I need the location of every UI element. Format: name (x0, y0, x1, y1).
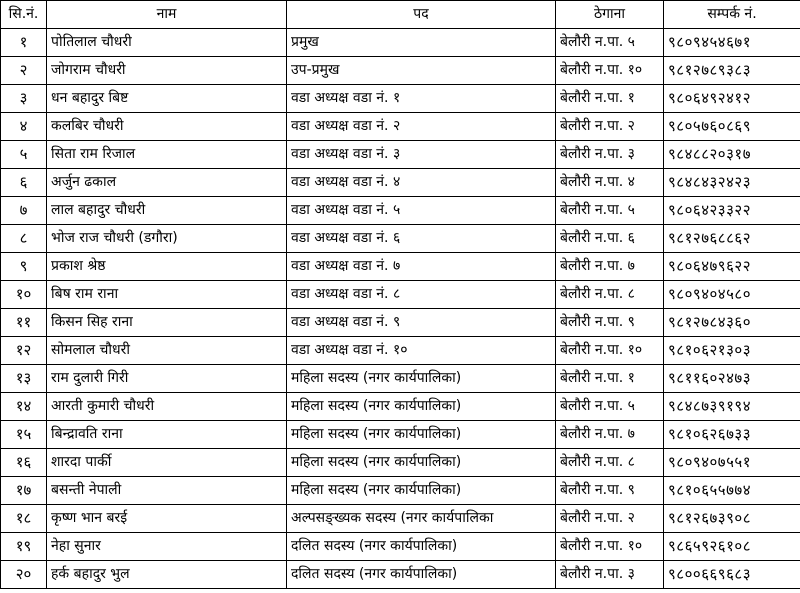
address-cell: बेलौरी न.पा. २ (556, 505, 664, 533)
address-cell: बेलौरी न.पा. ५ (556, 197, 664, 225)
address-cell: बेलौरी न.पा. ८ (556, 281, 664, 309)
post-cell: महिला सदस्य (नगर कार्यपालिका) (287, 421, 556, 449)
contact-number-cell: ९८१०६२१३०३ (664, 337, 800, 365)
contact-number-cell: ९८६५९२६१०८ (664, 533, 800, 561)
serial-number-cell: १२ (1, 337, 47, 365)
address-cell: बेलौरी न.पा. १० (556, 57, 664, 85)
serial-number-cell: १७ (1, 477, 47, 505)
table-row (1, 141, 800, 169)
table-row (1, 393, 800, 421)
name-cell: प्रकाश श्रेष्ठ (47, 253, 287, 281)
header-serial-number: सि.नं. (1, 1, 47, 29)
post-cell: महिला सदस्य (नगर कार्यपालिका) (287, 365, 556, 393)
address-cell: बेलौरी न.पा. १ (556, 365, 664, 393)
table-row (1, 337, 800, 365)
address-cell: बेलौरी न.पा. ९ (556, 477, 664, 505)
post-cell: अल्पसङ्ख्यक सदस्य (नगर कार्यपालिका (287, 505, 556, 533)
serial-number-cell: १० (1, 281, 47, 309)
serial-number-cell: ४ (1, 113, 47, 141)
name-cell: राम दुलारी गिरी (47, 365, 287, 393)
serial-number-cell: ११ (1, 309, 47, 337)
serial-number-cell: २ (1, 57, 47, 85)
contact-number-cell: ९८००६६९६८३ (664, 561, 800, 589)
post-cell: वडा अध्यक्ष वडा नं. ८ (287, 281, 556, 309)
contact-number-cell: ९८०६४७९६२२ (664, 253, 800, 281)
contact-number-cell: ९८१२७८४३६० (664, 309, 800, 337)
table-row (1, 533, 800, 561)
table-row (1, 281, 800, 309)
address-cell: बेलौरी न.पा. ५ (556, 393, 664, 421)
contact-number-cell: ९८४८४३२४२३ (664, 169, 800, 197)
address-cell: बेलौरी न.पा. १० (556, 337, 664, 365)
post-cell: वडा अध्यक्ष वडा नं. २ (287, 113, 556, 141)
table-row (1, 253, 800, 281)
table-row (1, 561, 800, 589)
table-row (1, 197, 800, 225)
contact-number-cell: ९८१२७६८८६२ (664, 225, 800, 253)
name-cell: शारदा पार्की (47, 449, 287, 477)
serial-number-cell: ५ (1, 141, 47, 169)
contact-number-cell: ९८०९४०७५५१ (664, 449, 800, 477)
serial-number-cell: १५ (1, 421, 47, 449)
table-row (1, 225, 800, 253)
serial-number-cell: १९ (1, 533, 47, 561)
address-cell: बेलौरी न.पा. ३ (556, 141, 664, 169)
contact-number-cell: ९८०६४९२४१२ (664, 85, 800, 113)
serial-number-cell: २० (1, 561, 47, 589)
table-row (1, 449, 800, 477)
address-cell: बेलौरी न.पा. ७ (556, 421, 664, 449)
serial-number-cell: ७ (1, 197, 47, 225)
serial-number-cell: १३ (1, 365, 47, 393)
serial-number-cell: १८ (1, 505, 47, 533)
contact-number-cell: ९८४८८२०३१७ (664, 141, 800, 169)
table-row (1, 365, 800, 393)
address-cell: बेलौरी न.पा. ३ (556, 561, 664, 589)
address-cell: बेलौरी न.पा. २ (556, 113, 664, 141)
name-cell: पोतिलाल चौधरी (47, 29, 287, 57)
post-cell: वडा अध्यक्ष वडा नं. ४ (287, 169, 556, 197)
name-cell: नेहा सुनार (47, 533, 287, 561)
serial-number-cell: ८ (1, 225, 47, 253)
name-cell: लाल बहादुर चौधरी (47, 197, 287, 225)
post-cell: वडा अध्यक्ष वडा नं. १० (287, 337, 556, 365)
table-body (1, 29, 800, 589)
contact-number-cell: ९८११६०२४७३ (664, 365, 800, 393)
address-cell: बेलौरी न.पा. ४ (556, 169, 664, 197)
address-cell: बेलौरी न.पा. ९ (556, 309, 664, 337)
contact-number-cell: ९८०५७६०८६९ (664, 113, 800, 141)
post-cell: वडा अध्यक्ष वडा नं. ७ (287, 253, 556, 281)
serial-number-cell: ३ (1, 85, 47, 113)
address-cell: बेलौरी न.पा. ५ (556, 29, 664, 57)
serial-number-cell: १४ (1, 393, 47, 421)
name-cell: जोगराम चौधरी (47, 57, 287, 85)
address-cell: बेलौरी न.पा. ६ (556, 225, 664, 253)
name-cell: आरती कुमारी चौधरी (47, 393, 287, 421)
contact-number-cell: ९८१२७८९३८३ (664, 57, 800, 85)
contact-number-cell: ९८१२६७३९०८ (664, 505, 800, 533)
name-cell: बसन्ती नेपाली (47, 477, 287, 505)
header-row (1, 1, 800, 29)
post-cell: प्रमुख (287, 29, 556, 57)
table-row (1, 505, 800, 533)
table-row (1, 421, 800, 449)
contact-number-cell: ९८१०६५५७७४ (664, 477, 800, 505)
address-cell: बेलौरी न.पा. १ (556, 85, 664, 113)
serial-number-cell: १६ (1, 449, 47, 477)
name-cell: कृष्ण भान बरई (47, 505, 287, 533)
post-cell: दलित सदस्य (नगर कार्यपालिका) (287, 533, 556, 561)
header-contact-number: सम्पर्क नं. (664, 1, 800, 29)
name-cell: अर्जुन ढकाल (47, 169, 287, 197)
name-cell: कलबिर चौधरी (47, 113, 287, 141)
table-row (1, 169, 800, 197)
contact-number-cell: ९८१०६२६७३३ (664, 421, 800, 449)
table-row (1, 29, 800, 57)
name-cell: भोज राज चौधरी (डगौरा) (47, 225, 287, 253)
name-cell: बिष राम राना (47, 281, 287, 309)
name-cell: हर्क बहादुर भुल (47, 561, 287, 589)
header-post: पद (287, 1, 556, 29)
post-cell: उप-प्रमुख (287, 57, 556, 85)
address-cell: बेलौरी न.पा. १० (556, 533, 664, 561)
post-cell: वडा अध्यक्ष वडा नं. ६ (287, 225, 556, 253)
table-row (1, 309, 800, 337)
post-cell: महिला सदस्य (नगर कार्यपालिका) (287, 393, 556, 421)
contact-number-cell: ९८०९४०४५८० (664, 281, 800, 309)
post-cell: दलित सदस्य (नगर कार्यपालिका) (287, 561, 556, 589)
name-cell: बिन्द्रावति राना (47, 421, 287, 449)
contact-number-cell: ९८०६४२३३२२ (664, 197, 800, 225)
table-row (1, 477, 800, 505)
table-row (1, 113, 800, 141)
name-cell: सिता राम रिजाल (47, 141, 287, 169)
serial-number-cell: ६ (1, 169, 47, 197)
post-cell: वडा अध्यक्ष वडा नं. ९ (287, 309, 556, 337)
serial-number-cell: ९ (1, 253, 47, 281)
name-cell: धन बहादुर बिष्ट (47, 85, 287, 113)
address-cell: बेलौरी न.पा. ८ (556, 449, 664, 477)
post-cell: वडा अध्यक्ष वडा नं. १ (287, 85, 556, 113)
address-cell: बेलौरी न.पा. ७ (556, 253, 664, 281)
contact-number-cell: ९८४८७३९१९४ (664, 393, 800, 421)
table-row (1, 85, 800, 113)
post-cell: महिला सदस्य (नगर कार्यपालिका) (287, 449, 556, 477)
post-cell: वडा अध्यक्ष वडा नं. ३ (287, 141, 556, 169)
name-cell: सोमलाल चौधरी (47, 337, 287, 365)
post-cell: महिला सदस्य (नगर कार्यपालिका) (287, 477, 556, 505)
contact-number-cell: ९८०९४५४६७१ (664, 29, 800, 57)
serial-number-cell: १ (1, 29, 47, 57)
post-cell: वडा अध्यक्ष वडा नं. ५ (287, 197, 556, 225)
table-header (1, 1, 800, 29)
table-row (1, 57, 800, 85)
header-name: नाम (47, 1, 287, 29)
header-address: ठेगाना (556, 1, 664, 29)
name-cell: किसन सिह राना (47, 309, 287, 337)
